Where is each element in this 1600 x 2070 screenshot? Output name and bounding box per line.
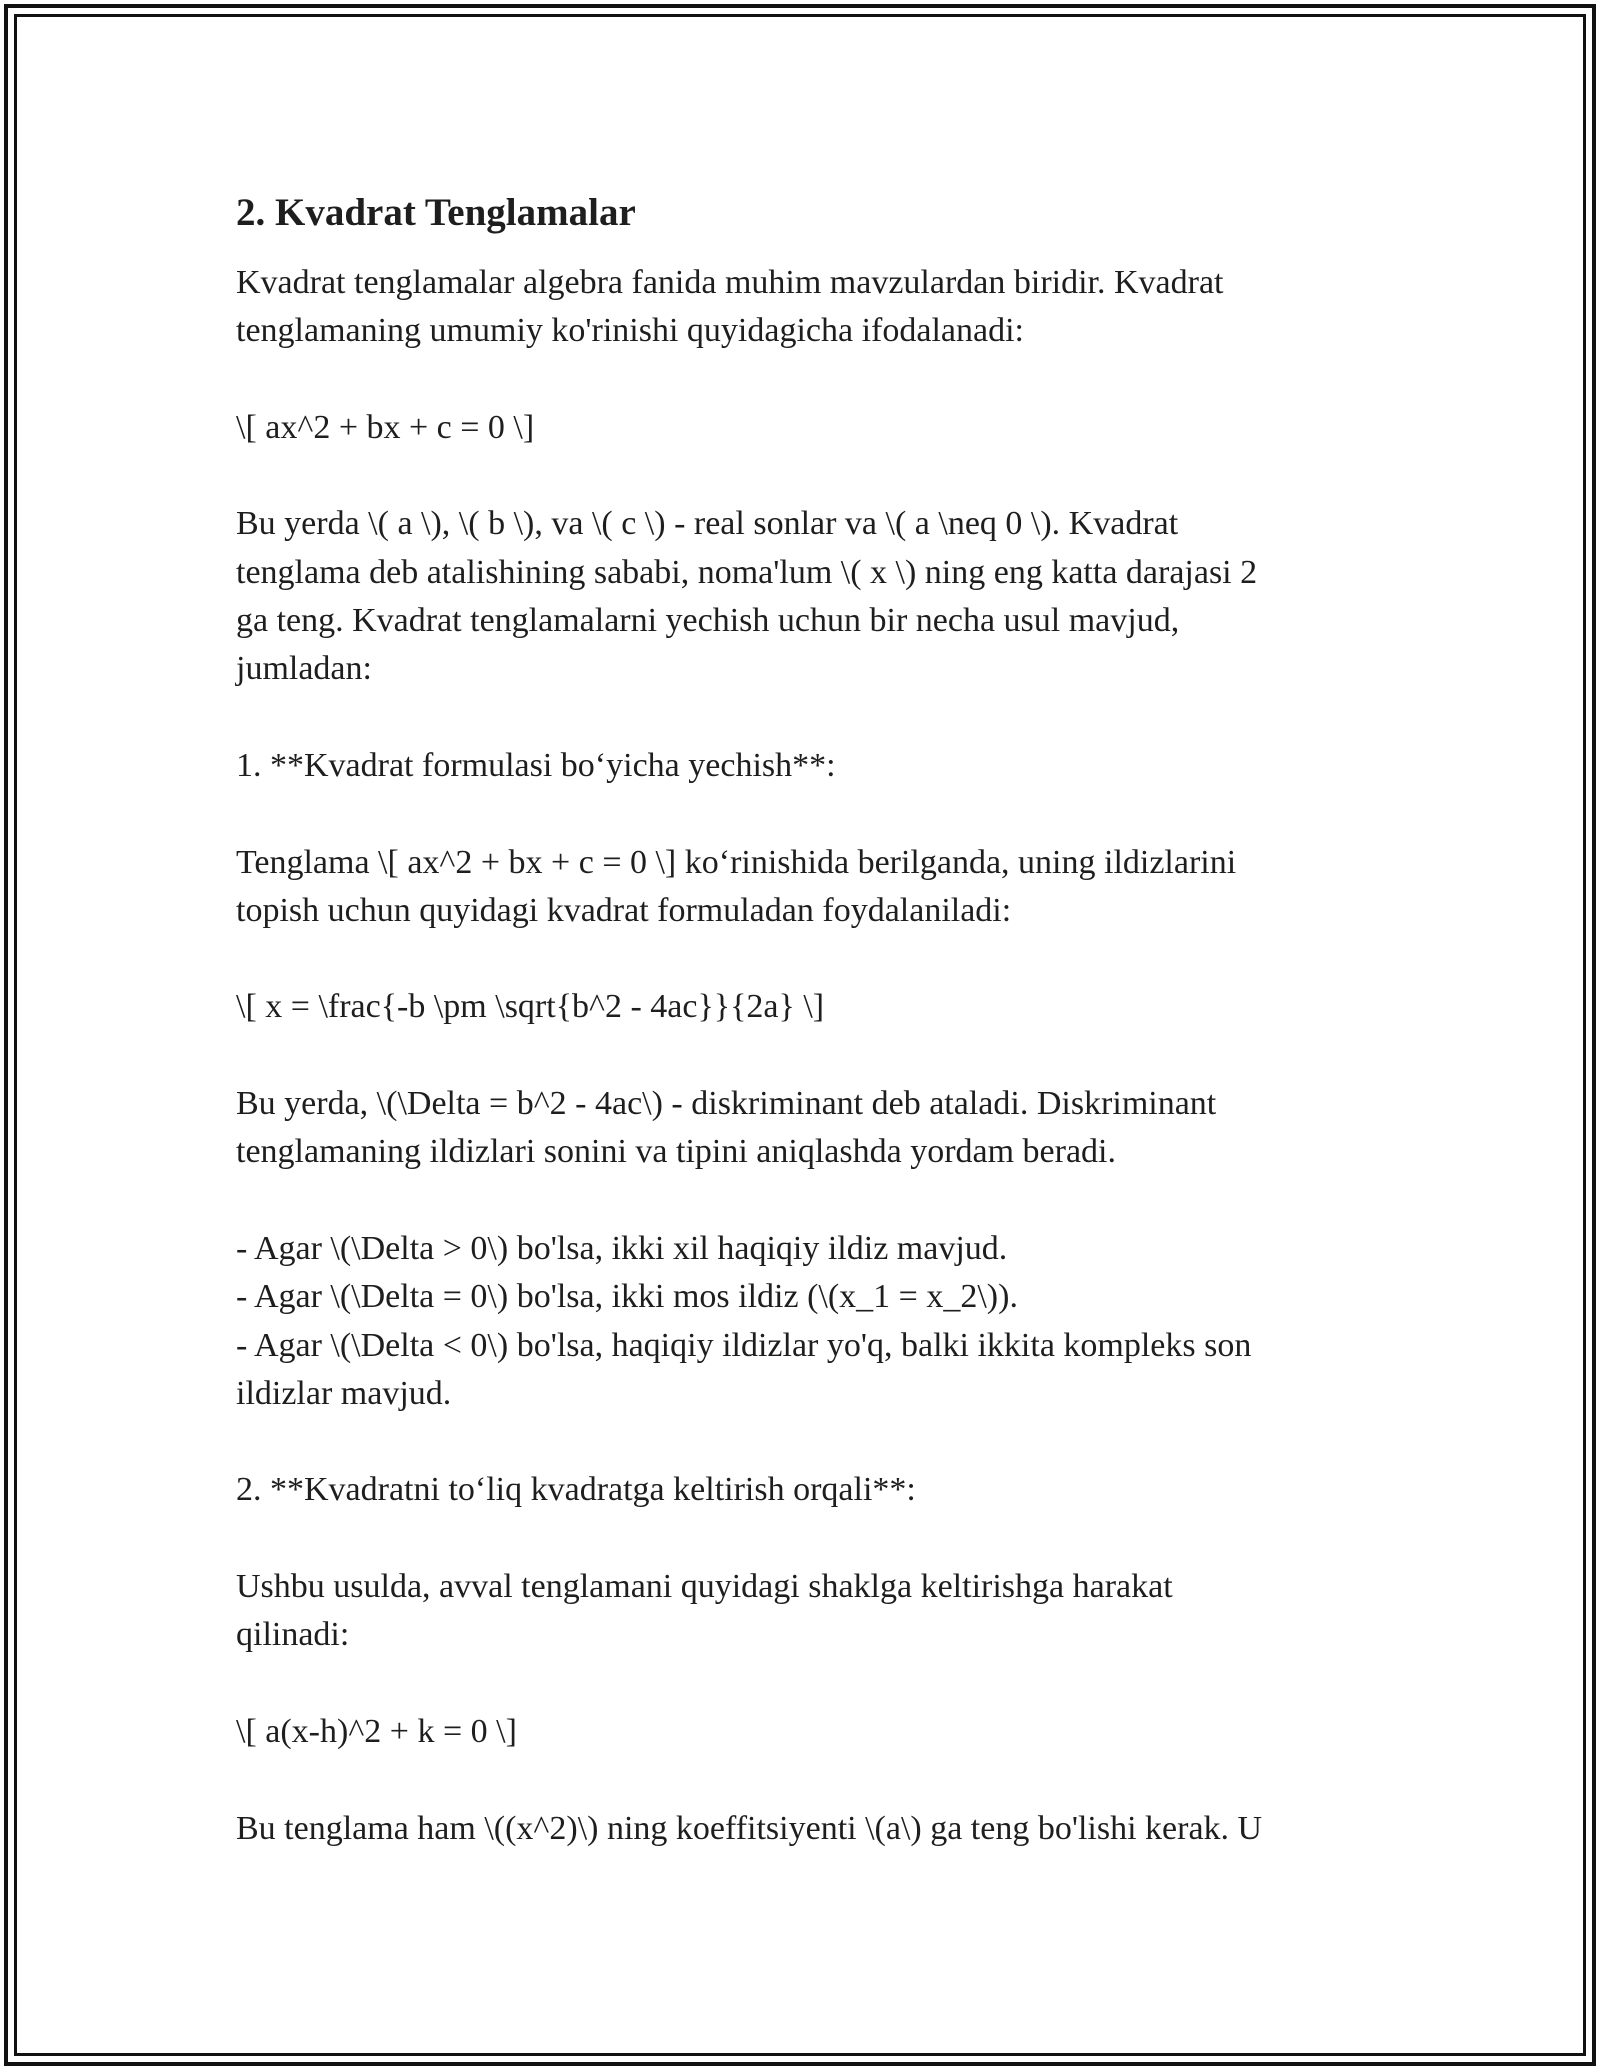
text-line: \[ x = \frac{-b \pm \sqrt{b^2 - 4ac}}{2a} \] (236, 988, 825, 1026)
text-line: jumladan: (236, 650, 372, 688)
text-line: Kvadrat tenglamalar algebra fanida muhim mavzulardan biridir. Kvadrat (236, 264, 1224, 301)
paragraph-gap (236, 356, 1366, 404)
document-body (236, 188, 1366, 1853)
text-line: ga teng. Kvadrat tenglamalarni yechish uchun bir necha usul mavjud, (236, 602, 1180, 640)
text-line: qilinadi: (236, 1616, 350, 1654)
text-line: \[ a(x-h)^2 + k = 0 \] (236, 1712, 517, 1750)
paragraph-gap (236, 1418, 1366, 1466)
paragraph-intro (236, 259, 1366, 356)
paragraph-gap (236, 694, 1366, 742)
paragraph-gap (236, 1756, 1366, 1804)
method-1-title (236, 742, 1366, 790)
list-item: - Agar \(\Delta > 0\) bo'lsa, ikki xil haqiqiy ildiz mavjud. (236, 1229, 1008, 1267)
text-line: tenglamaning ildizlari sonini va tipini aniqlashda yordam beradi. (236, 1133, 1116, 1171)
list-item: - Agar \(\Delta = 0\) bo'lsa, ikki mos ildiz (\(x_1 = x_2\)). (236, 1278, 1018, 1316)
paragraph-discriminant (236, 1080, 1366, 1177)
paragraph-gap (236, 452, 1366, 500)
text-line: 1. **Kvadrat formulasi bo‘yicha yechish**: (236, 746, 836, 784)
text-line: \[ ax^2 + bx + c = 0 \] (236, 408, 535, 446)
text-line: Bu yerda \( a \), \( b \), va \( c \) - real sonlar va \( a \neq 0 \). Kvadrat (236, 505, 1179, 543)
formula-quadratic (236, 983, 1366, 1031)
discriminant-cases-list (236, 1225, 1366, 1418)
text-line: 2. **Kvadratni to‘liq kvadratga keltirish orqali**: (236, 1471, 916, 1509)
paragraph-closing (236, 1805, 1366, 1853)
paragraph-method-2 (236, 1563, 1366, 1660)
text-line: Bu yerda, \(\Delta = b^2 - 4ac\) - diskriminant deb ataladi. Diskriminant (236, 1085, 1217, 1123)
list-item: ildizlar mavjud. (236, 1374, 452, 1412)
text-line: tenglamaning umumiy ko'rinishi quyidagicha ifodalanadi: (236, 312, 1024, 350)
formula-general-form (236, 404, 1366, 452)
text-line: Bu tenglama ham \((x^2)\) ning koeffitsiyenti \(a\) ga teng bo'lishi kerak. U (236, 1809, 1263, 1847)
method-2-title (236, 1466, 1366, 1514)
section-heading: 2. Kvadrat Tenglamalar (236, 191, 636, 234)
paragraph-gap (236, 1515, 1366, 1563)
paragraph-gap (236, 1660, 1366, 1708)
formula-vertex-form (236, 1708, 1366, 1756)
text-line: tenglama deb atalishining sababi, noma'lum \( x \) ning eng katta darajasi 2 (236, 553, 1258, 591)
text-line: Ushbu usulda, avval tenglamani quyidagi shaklga keltirishga harakat (236, 1568, 1173, 1606)
paragraph-method-1 (236, 839, 1366, 936)
paragraph-gap (236, 935, 1366, 983)
paragraph-definition (236, 500, 1366, 693)
text-line: Tenglama \[ ax^2 + bx + c = 0 \] ko‘rinishida berilganda, uning ildizlarini (236, 843, 1237, 881)
paragraph-gap (236, 1032, 1366, 1080)
paragraph-gap (236, 1177, 1366, 1225)
list-item: - Agar \(\Delta < 0\) bo'lsa, haqiqiy ildizlar yo'q, balki ikkita kompleks son (236, 1326, 1252, 1364)
paragraph-gap (236, 790, 1366, 838)
text-line: topish uchun quyidagi kvadrat formuladan foydalaniladi: (236, 891, 1012, 929)
